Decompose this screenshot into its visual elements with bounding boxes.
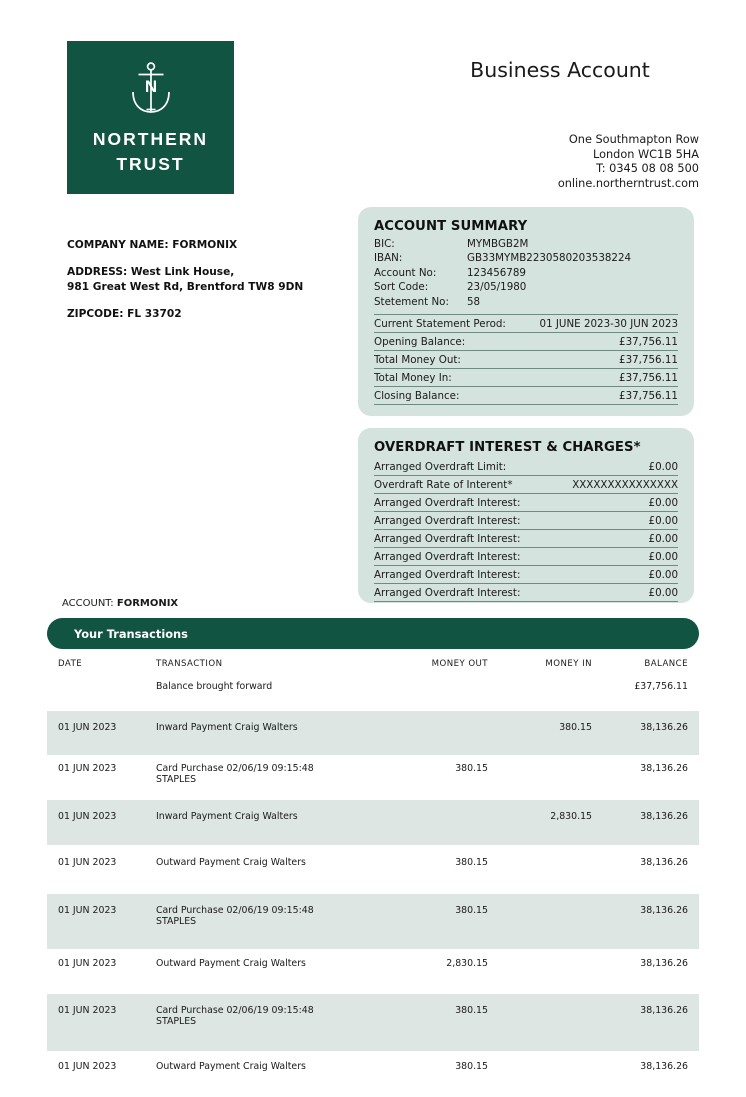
cell-money-out: 380.15 xyxy=(455,905,488,916)
overdraft-row-1 xyxy=(374,458,678,476)
cell-description xyxy=(148,857,394,868)
overdraft-row-8-value: £0.00 xyxy=(648,586,678,599)
cell-description-main: Card Purchase 02/06/19 09:15:48 xyxy=(156,905,314,916)
summary-field-sort-code xyxy=(374,280,678,294)
cell-money-out: 2,830.15 xyxy=(446,958,488,969)
customer-zipcode: ZIPCODE: FL 33702 xyxy=(67,307,182,320)
cell-description-main: Balance brought forward xyxy=(156,681,273,692)
summary-field-sort-code-value: 23/05/1980 xyxy=(467,281,527,294)
cell-description-main: Outward Payment Craig Walters xyxy=(156,1061,306,1072)
summary-field-account-no xyxy=(374,266,678,280)
customer-address xyxy=(67,265,303,294)
cell-money-out: 380.15 xyxy=(455,1061,488,1072)
cell-date: 01 JUN 2023 xyxy=(58,763,117,774)
summary-field-sort-code-label: Sort Code: xyxy=(374,281,429,294)
overdraft-row-6-value: £0.00 xyxy=(648,550,678,563)
table-row[interactable] xyxy=(47,994,699,1051)
cell-description xyxy=(148,1061,394,1072)
cell-balance: 38,136.26 xyxy=(640,811,688,822)
cell-balance: 38,136.26 xyxy=(640,1005,688,1016)
cell-date: 01 JUN 2023 xyxy=(58,811,117,822)
column-header-money-out: MONEY OUT xyxy=(431,659,488,669)
bank-address xyxy=(558,133,699,192)
cell-balance: 38,136.26 xyxy=(640,958,688,969)
your-transactions-label: Your Transactions xyxy=(74,626,188,641)
cell-date: 01 JUN 2023 xyxy=(58,857,117,868)
bank-address-line-2: London WC1B 5HA xyxy=(593,147,699,161)
cell-description xyxy=(148,763,394,785)
page-title: Business Account xyxy=(470,58,650,82)
summary-row-opening-balance xyxy=(374,332,678,350)
table-row[interactable] xyxy=(47,949,699,994)
summary-row-closing-balance-value: £37,756.11 xyxy=(619,389,678,402)
cell-date: 01 JUN 2023 xyxy=(58,1061,117,1072)
bank-logo xyxy=(67,41,234,194)
company-name: COMPANY NAME: FORMONIX xyxy=(67,239,238,251)
overdraft-row-8-label: Arranged Overdraft Interest: xyxy=(374,586,521,599)
table-row[interactable] xyxy=(47,755,699,800)
summary-field-account-no-label: Account No: xyxy=(374,266,437,279)
summary-field-statement-no-label: Stetement No: xyxy=(374,295,449,308)
overdraft-row-4 xyxy=(374,512,678,530)
summary-field-iban-label: IBAN: xyxy=(374,252,403,265)
cell-description-sub: STAPLES xyxy=(156,916,197,927)
overdraft-row-2-value: XXXXXXXXXXXXXXX xyxy=(572,478,678,491)
logo-wordmark xyxy=(93,127,208,178)
cell-description-main: Card Purchase 02/06/19 09:15:48 xyxy=(156,763,314,774)
logo-wordmark-line2: TRUST xyxy=(116,154,185,175)
overdraft-row-4-label: Arranged Overdraft Interest: xyxy=(374,514,521,527)
column-header-date: DATE xyxy=(58,659,83,669)
table-row[interactable] xyxy=(47,894,699,949)
transactions-table xyxy=(47,655,699,1097)
summary-field-iban xyxy=(374,251,678,265)
cell-description-sub: STAPLES xyxy=(156,774,197,785)
summary-row-total-money-in xyxy=(374,368,678,386)
summary-field-bic-value: MYMBGB2M xyxy=(467,238,529,250)
overdraft-row-2 xyxy=(374,476,678,494)
svg-text:N: N xyxy=(144,77,157,96)
overdraft-row-4-value: £0.00 xyxy=(648,514,678,527)
overdraft-row-5-label: Arranged Overdraft Interest: xyxy=(374,532,521,545)
account-summary-title: ACCOUNT SUMMARY xyxy=(374,219,528,234)
summary-row-closing-balance-label: Closing Balance: xyxy=(374,389,460,402)
column-header-balance: BALANCE xyxy=(644,659,688,669)
summary-field-bic-label: BIC: xyxy=(374,238,395,250)
cell-description-main: Inward Payment Craig Walters xyxy=(156,722,298,733)
cell-description-main: Outward Payment Craig Walters xyxy=(156,958,306,969)
overdraft-row-3 xyxy=(374,494,678,512)
cell-money-in: 2,830.15 xyxy=(550,811,592,822)
logo-wordmark-line1: NORTHERN xyxy=(92,129,209,149)
column-header-money-in: MONEY IN xyxy=(545,659,592,669)
cell-description xyxy=(148,905,394,927)
summary-row-total-money-out xyxy=(374,350,678,368)
overdraft-row-8 xyxy=(374,584,678,602)
cell-balance: 38,136.26 xyxy=(640,1061,688,1072)
cell-balance: 38,136.26 xyxy=(640,857,688,868)
overdraft-title: OVERDRAFT INTEREST & CHARGES* xyxy=(374,440,641,455)
cell-date: 01 JUN 2023 xyxy=(58,722,117,733)
summary-field-bic xyxy=(374,237,678,251)
transactions-account-prefix: ACCOUNT: xyxy=(62,598,117,609)
table-header-row xyxy=(47,655,699,677)
summary-row-opening-balance-label: Opening Balance: xyxy=(374,335,466,348)
transactions-account-name: FORMONIX xyxy=(116,598,179,609)
bank-address-line-1: One Southmapton Row xyxy=(568,133,699,146)
summary-row-opening-balance-value: £37,756.11 xyxy=(619,335,678,348)
column-header-transaction: TRANSACTION xyxy=(156,659,223,669)
table-row[interactable] xyxy=(47,677,699,711)
account-summary-panel xyxy=(358,207,694,416)
anchor-monogram-icon xyxy=(125,61,177,117)
summary-row-total-money-in-label: Total Money In: xyxy=(374,371,452,384)
cell-description xyxy=(148,958,394,969)
table-row[interactable] xyxy=(47,845,699,894)
overdraft-row-1-value: £0.00 xyxy=(648,460,678,473)
summary-field-account-no-value: 123456789 xyxy=(467,266,526,279)
overdraft-row-6-label: Arranged Overdraft Interest: xyxy=(374,550,521,563)
overdraft-row-1-label: Arranged Overdraft Limit: xyxy=(374,460,507,473)
summary-row-statement-period xyxy=(374,314,678,332)
overdraft-row-5 xyxy=(374,530,678,548)
customer-details xyxy=(67,238,303,321)
cell-description-main: Card Purchase 02/06/19 09:15:48 xyxy=(156,1005,314,1016)
cell-balance: £37,756.11 xyxy=(634,681,688,692)
cell-description-main: Outward Payment Craig Walters xyxy=(156,857,306,868)
summary-row-statement-period-value: 01 JUNE 2023-30 JUN 2023 xyxy=(539,317,678,330)
cell-balance: 38,136.26 xyxy=(640,722,688,733)
cell-description xyxy=(148,722,394,733)
overdraft-row-7-value: £0.00 xyxy=(648,568,678,581)
overdraft-row-6 xyxy=(374,548,678,566)
cell-money-out: 380.15 xyxy=(455,1005,488,1016)
summary-row-total-money-out-label: Total Money Out: xyxy=(374,353,461,366)
table-row[interactable] xyxy=(47,1051,699,1097)
cell-money-out: 380.15 xyxy=(455,857,488,868)
overdraft-row-2-label: Overdraft Rate of Interent* xyxy=(374,478,513,491)
summary-field-iban-value: GB33MYMB2230580203538224 xyxy=(467,252,632,265)
overdraft-row-3-label: Arranged Overdraft Interest: xyxy=(374,496,521,509)
overdraft-row-3-value: £0.00 xyxy=(648,496,678,509)
cell-date: 01 JUN 2023 xyxy=(58,905,117,916)
overdraft-row-7-label: Arranged Overdraft Interest: xyxy=(374,568,521,581)
customer-address-line-2: 981 Great West Rd, Brentford TW8 9DN xyxy=(67,280,304,293)
summary-field-statement-no-value: 58 xyxy=(467,295,481,308)
summary-row-total-money-in-value: £37,756.11 xyxy=(619,371,678,384)
table-row[interactable] xyxy=(47,800,699,845)
cell-balance: 38,136.26 xyxy=(640,763,688,774)
summary-row-total-money-out-value: £37,756.11 xyxy=(619,353,678,366)
your-transactions-banner xyxy=(47,618,699,649)
transactions-account-line xyxy=(62,598,178,609)
summary-field-statement-no xyxy=(374,295,678,309)
overdraft-panel xyxy=(358,428,694,603)
bank-phone: T: 0345 08 08 500 xyxy=(596,162,699,176)
cell-money-in: 380.15 xyxy=(559,722,592,733)
cell-date: 01 JUN 2023 xyxy=(58,1005,117,1016)
summary-row-closing-balance xyxy=(374,386,678,405)
summary-row-statement-period-label: Current Statement Perod: xyxy=(374,317,506,330)
table-row[interactable] xyxy=(47,711,699,755)
bank-website: online.northerntrust.com xyxy=(557,177,699,191)
customer-address-line-1: ADDRESS: West Link House, xyxy=(67,266,235,279)
cell-description xyxy=(148,681,394,692)
cell-description xyxy=(148,811,394,822)
cell-money-out: 380.15 xyxy=(455,763,488,774)
overdraft-row-7 xyxy=(374,566,678,584)
cell-balance: 38,136.26 xyxy=(640,905,688,916)
overdraft-row-5-value: £0.00 xyxy=(648,532,678,545)
cell-description-sub: STAPLES xyxy=(156,1016,197,1027)
cell-description-main: Inward Payment Craig Walters xyxy=(156,811,298,822)
cell-date: 01 JUN 2023 xyxy=(58,958,117,969)
